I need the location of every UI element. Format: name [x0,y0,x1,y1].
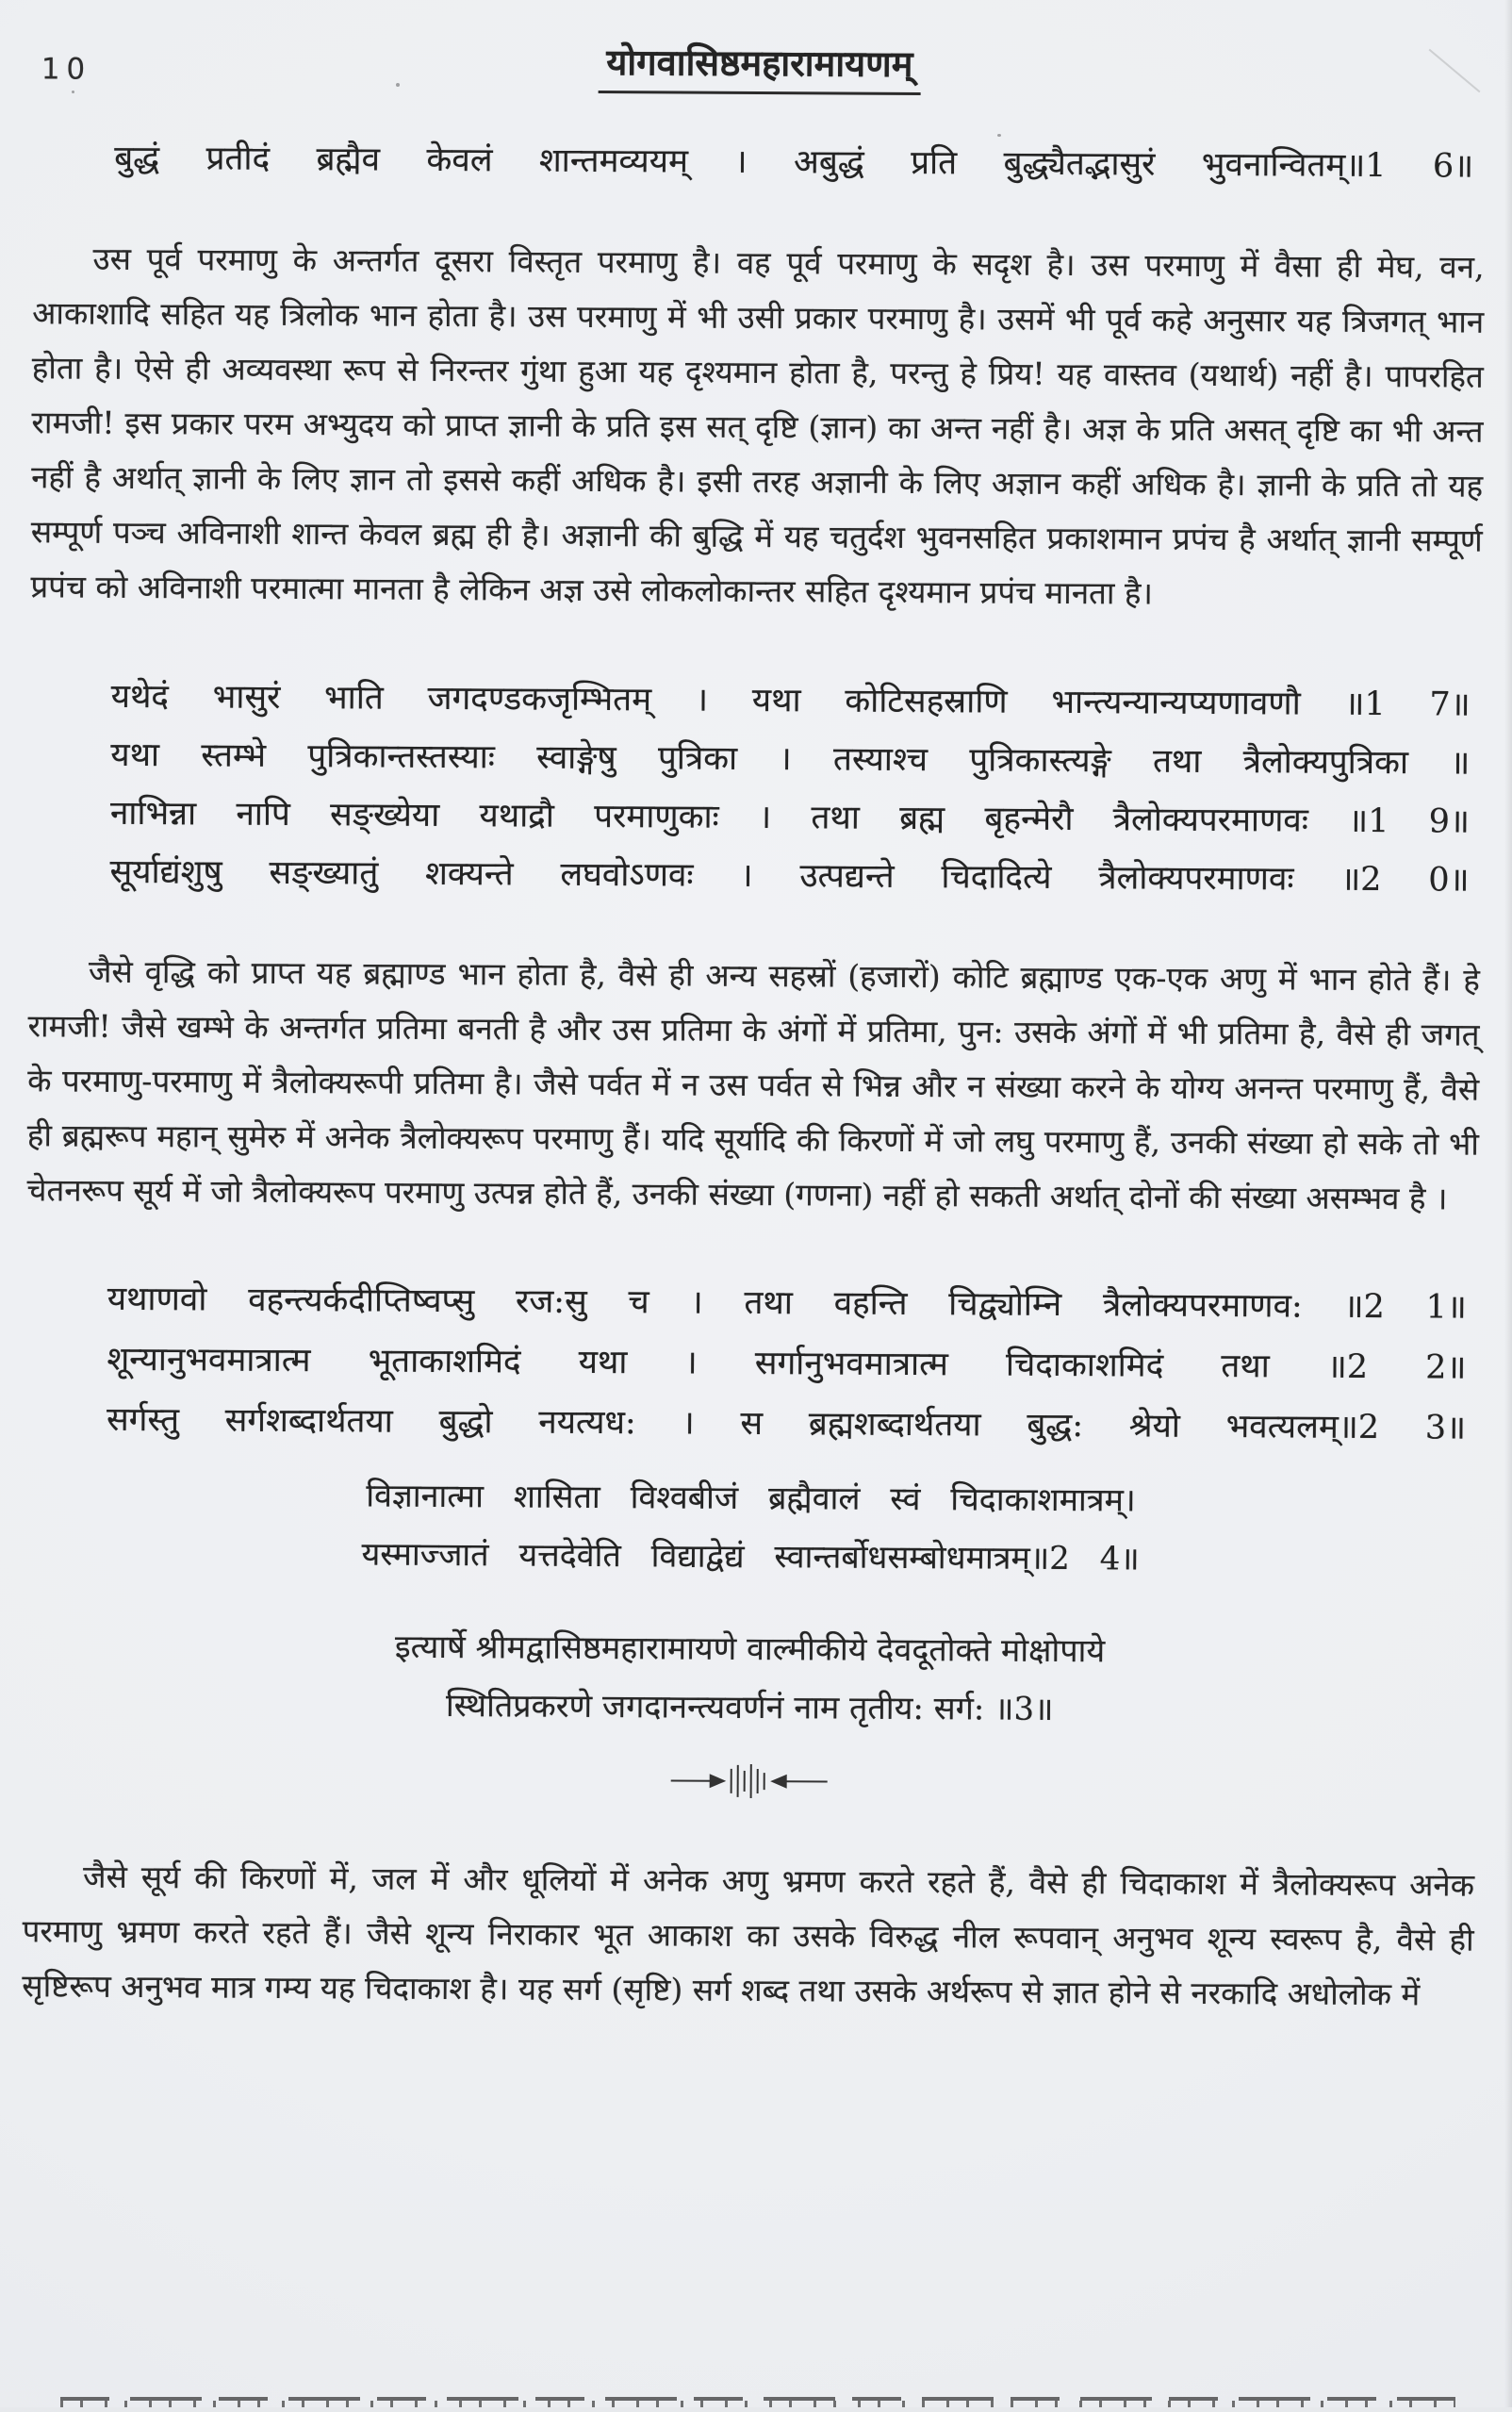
sanskrit-verse-16: बुद्धं प्रतीदं ब्रह्मैव केवलं शान्तमव्ययम् । अबुद्धं प्रति बुद्ध्यैतद्भासुरं भुवनान्वितम्॥1 6॥ [33,129,1485,194]
page-number: 10 [41,52,92,86]
colophon-line-2: स्थितिप्रकरणे जगदानन्त्यवर्णनं नाम तृतीय: सर्ग: ॥3॥ [24,1674,1475,1741]
sanskrit-verse-22: शून्यानुभवमात्रात्म भूताकाशमिदं यथा । सर्गानुभवमात्रात्म चिदाकाशमिदं तथा ॥2 2॥ [25,1329,1477,1397]
sanskrit-verse-21: यथाणवो वहन्त्यर्कदीप्तिष्वप्सु रज:सु च । तथा वहन्ति चिद्व्योम्नि त्रैलोक्यपरमाणव: ॥2 1॥ [26,1268,1478,1337]
section-divider-ornament [24,1757,1475,1807]
hindi-commentary-paragraph-1: उस पूर्व परमाणु के अन्तर्गत दूसरा विस्तृत परमाणु है। वह पूर्व परमाणु के सदृश है। उस परमाणु में वैसा ही मेघ, वन, आकाशादि सहित यह त्रिलोक भान होता है। उस परमाणु में भी उसी प्रकार परमाणु है। उसमें भी पूर्व कहे अनुसार यह त्रिजगत् भान होता है। ऐसे ही अव्यवस्था रूप से निरन्तर गुंथा हुआ यह दृश्यमान होता है, परन्तु हे प्रिय! यह वास्तव (यथार्थ) नहीं है। पापरहित रामजी! इस प्रकार परम अभ्युदय को प्राप्त ज्ञानी के प्रति इस सत् दृष्टि (ज्ञान) का अन्त नहीं है। अज्ञ के प्रति असत् दृष्टि का भी अन्त नहीं है अर्थात् ज्ञानी के लिए ज्ञान तो इससे कहीं अधिक है। इसी तरह अज्ञानी के लिए अज्ञान कहीं अधिक है। ज्ञानी के प्रति तो यह सम्पूर्ण पञ्च अविनाशी शान्त केवल ब्रह्म ही है। अज्ञानी की बुद्धि में यह चतुर्दश भुवनसहित प्रकाशमान प्रपंच है अर्थात् ज्ञानी सम्पूर्ण प्रपंच को अविनाशी परमात्मा मानता है लेकिन अज्ञ उसे लोकलोकान्तर सहित दृश्यमान प्रपंच मानता है। [30,231,1484,622]
running-title-wrap [34,39,1486,98]
sanskrit-verse-17: यथेदं भासुरं भाति जगदण्डकजृम्भितम् । यथा कोटिसहस्राणि भान्त्यन्यान्यप्यणावणौ ॥1 7॥ [30,667,1482,734]
verse-24-line-2: यस्माज्जातं यत्तदेवेति विद्याद्वेद्यं स्वान्तर्बोधसम्बोधमात्रम्॥2 4॥ [25,1523,1476,1590]
divider-fleuron-icon [669,1760,830,1799]
sanskrit-verse-24 [25,1464,1477,1590]
book-title: योगवासिष्ठमहारामायणम् [599,42,920,95]
sanskrit-verse-block-17-20 [28,667,1481,909]
colophon-line-1: इत्यार्षे श्रीमद्वासिष्ठमहारामायणे वाल्मीकीये देवदूतोक्ते मोक्षोपाये [24,1615,1475,1682]
hindi-commentary-paragraph-2: जैसे वृद्धि को प्राप्त यह ब्रह्माण्ड भान होता है, वैसे ही अन्य सहस्रों (हजारों) कोटि ब्रह्माण्ड एक-एक अणु में भान होते हैं। हे रामजी! जैसे खम्भे के अन्तर्गत प्रतिमा बनती है और उस प्रतिमा के अंगों में प्रतिमा, पुन: उसके अंगों में भी प्रतिमा है, वैसे ही जगत् के परमाणु-परमाणु में त्रैलोक्यरूपी प्रतिमा है। जैसे पर्वत में न उस पर्वत से भिन्न और न संख्या करने के योग्य अनन्त परमाणु हैं, वैसे ही ब्रह्मरूप महान् सुमेरु में अनेक त्रैलोक्यरूप परमाणु हैं। यदि सूर्यादि की किरणों में जो लघु परमाणु हैं, उनकी संख्या हो सके तो भी चेतनरूप सूर्य में जो त्रैलोक्यरूप परमाणु उत्पन्न होते हैं, उनकी संख्या (गणना) नहीं हो सकती अर्थात् दोनों की संख्या असम्भव है । [26,944,1480,1226]
sarga-colophon [24,1615,1476,1741]
sanskrit-verse-20: सूर्याद्यंशुषु सङ्ख्यातुं शक्यन्ते लघवोऽणवः । उत्पद्यन्ते चिदादित्ये त्रैलोक्यपरमाणवः ॥2 0॥ [28,842,1480,909]
cut-off-line-glyph-stems [60,2401,1455,2407]
hindi-commentary-paragraph-3: जैसे सूर्य की किरणों में, जल में और धूलियों में अनेक अणु भ्रमण करते रहते हैं, वैसे ही चिदाकाश में त्रैलोक्यरूप अनेक परमाणु भ्रमण करते रहते हैं। जैसे शून्य निराकार भूत आकाश का उसके विरुद्ध नील रूपवान् अनुभव शून्य स्वरूप है, वैसे ही सृष्टिरूप अनुभव मात्र गम्य यह चिदाकाश है। यह सर्ग (सृष्टि) सर्ग शब्द तथा उसके अर्थरूप से ज्ञात होने से नरकादि अधोलोक में [22,1849,1474,2022]
sanskrit-verse-19: नाभिन्ना नापि सङ्ख्येया यथाद्रौ परमाणुकाः । तथा ब्रह्म बृहन्मेरौ त्रैलोक्यपरमाणवः ॥1 9॥ [29,784,1481,851]
cut-off-text-line [60,2397,1455,2407]
sanskrit-verse-23: सर्गस्तु सर्गशब्दार्थतया बुद्धो नयत्यध: । स ब्रह्मशब्दार्थतया बुद्ध: श्रेयो भवत्यलम्॥2 3॥ [25,1389,1477,1458]
sanskrit-verse-block-21-23 [25,1268,1478,1458]
verse-24-line-1: विज्ञानात्मा शासिता विश्वबीजं ब्रह्मैवालं स्वं चिदाकाशमात्रम्। [25,1464,1476,1531]
page-header [34,39,1486,102]
sanskrit-verse-18: यथा स्तम्भे पुत्रिकान्तस्तस्याः स्वाङ्गेषु पुत्रिका । तस्याश्च पुत्रिकास्त्यङ्गे तथा त्रैलोक्यपुत्रिका ॥ [29,725,1481,792]
